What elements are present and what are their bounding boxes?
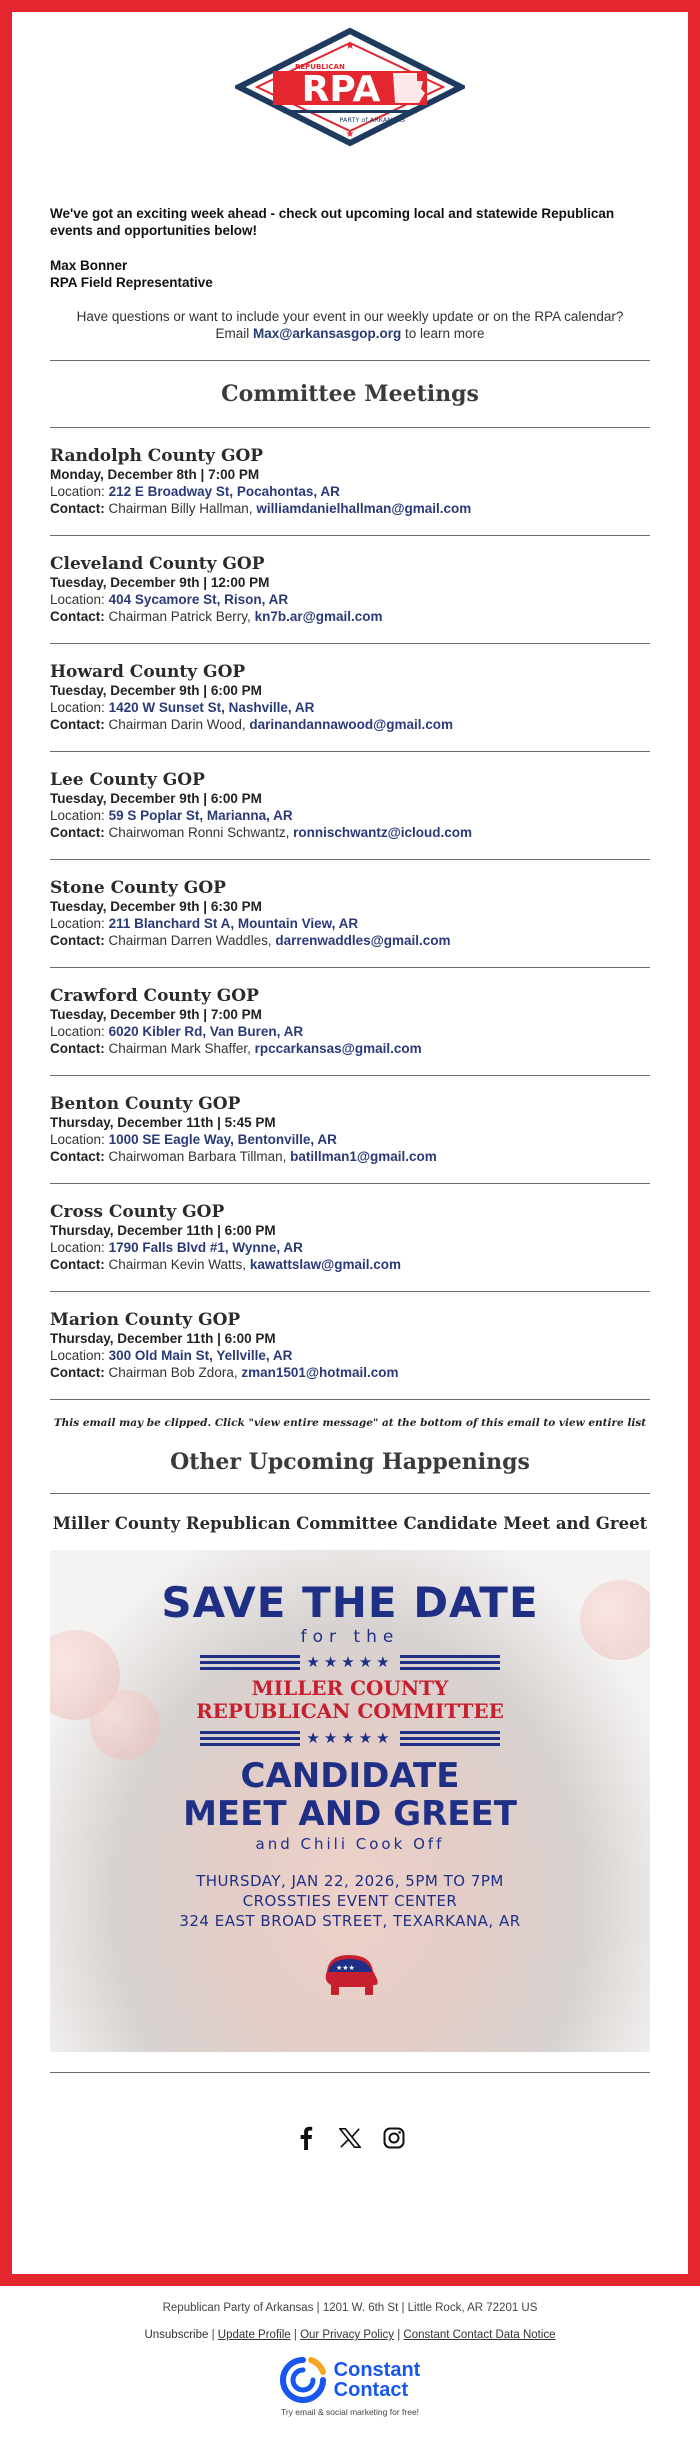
- contact-label: Contact:: [50, 609, 105, 624]
- logo-underline: [283, 110, 417, 113]
- location-label: Location:: [50, 1132, 105, 1147]
- meeting-datetime: Tuesday, December 9th | 6:00 PM: [50, 791, 262, 806]
- meeting-location: [50, 1239, 650, 1256]
- contact-email-link[interactable]: rpccarkansas@gmail.com: [254, 1041, 422, 1056]
- stars-icon: ★★★★★: [306, 1654, 394, 1671]
- stripes-left: [200, 1731, 300, 1746]
- meeting-datetime: Tuesday, December 9th | 12:00 PM: [50, 575, 270, 590]
- flyer-stars-row: [50, 1729, 650, 1747]
- location-link[interactable]: 6020 Kibler Rd, Van Buren, AR: [108, 1024, 304, 1039]
- clip-note: This email may be clipped. Click "view entire message" at the bottom of this email to view entire list: [53, 1417, 647, 1429]
- contact-person: Chairman Darin Wood,: [108, 717, 246, 732]
- meeting-name: Randolph County GOP: [50, 446, 264, 466]
- meeting-item: [50, 644, 650, 751]
- contact-email-link[interactable]: darinandannawood@gmail.com: [249, 717, 454, 732]
- logo-bottom-text: PARTY of ARKANSAS: [339, 116, 405, 124]
- meeting-location: [50, 699, 650, 716]
- meeting-contact: [50, 716, 650, 733]
- meetings-list: [50, 428, 650, 1400]
- meeting-contact: [50, 1364, 650, 1381]
- privacy-policy-link[interactable]: Our Privacy Policy: [300, 2329, 394, 2341]
- location-link[interactable]: 404 Sycamore St, Rison, AR: [108, 592, 289, 607]
- meeting-contact: [50, 932, 650, 949]
- meeting-datetime: Monday, December 8th | 7:00 PM: [50, 467, 260, 482]
- contact-person: Chairwoman Ronni Schwantz,: [108, 825, 290, 840]
- email-line: [50, 325, 650, 342]
- questions-text: Have questions or want to include your event in our weekly update or on the RPA calendar?: [76, 309, 624, 324]
- logo-star-bottom: ★: [345, 129, 355, 140]
- event-title: Miller County Republican Committee Candidate Meet and Greet: [52, 1514, 648, 1533]
- contact-person: Chairman Darren Waddles,: [108, 933, 272, 948]
- meeting-location: [50, 915, 650, 932]
- flyer-committee-line1: MILLER COUNTY: [251, 1676, 449, 1700]
- contact-person: Chairman Patrick Berry,: [108, 609, 251, 624]
- meeting-location: [50, 1131, 650, 1148]
- location-label: Location:: [50, 916, 105, 931]
- logo-top-text: REPUBLICAN: [295, 63, 345, 71]
- contact-person: Chairman Mark Shaffer,: [108, 1041, 251, 1056]
- meeting-location: [50, 483, 650, 500]
- contact-label: Contact:: [50, 501, 105, 516]
- meeting-location: [50, 1023, 650, 1040]
- meeting-datetime: Tuesday, December 9th | 6:00 PM: [50, 683, 262, 698]
- stars-icon: ★★★★★: [306, 1730, 394, 1747]
- contact-email-link[interactable]: williamdanielhallman@gmail.com: [256, 501, 472, 516]
- meeting-item: [50, 860, 650, 967]
- meeting-contact: [50, 824, 650, 841]
- contact-email-link[interactable]: kn7b.ar@gmail.com: [254, 609, 383, 624]
- svg-text:★★★: ★★★: [336, 1964, 355, 1972]
- flyer-subtitle: and Chili Cook Off: [255, 1835, 445, 1853]
- instagram-icon[interactable]: [383, 2126, 405, 2150]
- meeting-datetime: Tuesday, December 9th | 6:30 PM: [50, 899, 262, 914]
- constant-contact-wordmark: [334, 2360, 421, 2400]
- contact-email-link[interactable]: batillman1@gmail.com: [290, 1149, 437, 1164]
- location-label: Location:: [50, 1240, 105, 1255]
- location-label: Location:: [50, 700, 105, 715]
- cc-brand-line2: Contact: [333, 2379, 409, 2401]
- meeting-name: Cleveland County GOP: [50, 554, 265, 574]
- meeting-location: [50, 591, 650, 608]
- intro-text: We've got an exciting week ahead - check out upcoming local and statewide Republican events and opportunities below!: [50, 206, 615, 238]
- meeting-item: [50, 536, 650, 643]
- meeting-location: [50, 807, 650, 824]
- location-label: Location:: [50, 484, 105, 499]
- meeting-item: [50, 1184, 650, 1291]
- contact-person: Chairman Bob Zdora,: [108, 1365, 238, 1380]
- meeting-name: Crawford County GOP: [50, 986, 259, 1006]
- location-link[interactable]: 59 S Poplar St, Marianna, AR: [108, 808, 293, 823]
- meeting-item: [50, 968, 650, 1075]
- meeting-datetime: Thursday, December 11th | 6:00 PM: [50, 1223, 276, 1238]
- meeting-name: Cross County GOP: [50, 1202, 225, 1222]
- questions-block: [50, 308, 650, 342]
- committee-section-title: Committee Meetings: [221, 381, 479, 407]
- meeting-name: Howard County GOP: [50, 662, 246, 682]
- location-link[interactable]: 212 E Broadway St, Pocahontas, AR: [108, 484, 340, 499]
- meeting-contact: [50, 1256, 650, 1273]
- contact-email-link[interactable]: zman1501@hotmail.com: [241, 1365, 399, 1380]
- constant-contact-logo[interactable]: [0, 2341, 700, 2403]
- contact-label: Contact:: [50, 1365, 105, 1380]
- sender-title: RPA Field Representative: [50, 275, 213, 290]
- meeting-contact: [50, 1148, 650, 1165]
- flyer-for-the: for the: [300, 1627, 400, 1647]
- flyer-event-name: [50, 1757, 650, 1833]
- flyer-address: 324 EAST BROAD STREET, TEXARKANA, AR: [179, 1912, 521, 1930]
- contact-label: Contact:: [50, 825, 105, 840]
- footer: [0, 2286, 700, 2417]
- location-link[interactable]: 211 Blanchard St A, Mountain View, AR: [108, 916, 359, 931]
- contact-email-link[interactable]: ronnischwantz@icloud.com: [293, 825, 473, 840]
- update-profile-link[interactable]: Update Profile: [217, 2329, 291, 2341]
- meeting-datetime: Thursday, December 11th | 6:00 PM: [50, 1331, 276, 1346]
- location-label: Location:: [50, 808, 105, 823]
- meeting-contact: [50, 500, 650, 517]
- flyer-details: [50, 1871, 650, 1931]
- flyer-event-line2: MEET AND GREET: [183, 1794, 517, 1834]
- contact-email-link[interactable]: Max@arkansasgop.org: [253, 326, 402, 341]
- meeting-name: Benton County GOP: [50, 1094, 241, 1114]
- flyer-event-line1: CANDIDATE: [240, 1756, 460, 1796]
- meeting-item: [50, 752, 650, 859]
- email-prefix: Email: [215, 326, 250, 341]
- meeting-datetime: Thursday, December 11th | 5:45 PM: [50, 1115, 276, 1130]
- data-notice-link[interactable]: Constant Contact Data Notice: [403, 2329, 556, 2341]
- cc-brand-line1: Constant: [333, 2359, 421, 2381]
- stripes-right: [400, 1731, 500, 1746]
- location-label: Location:: [50, 592, 105, 607]
- meeting-item: [50, 428, 650, 535]
- event-flyer-image[interactable]: [50, 1550, 650, 2052]
- meeting-name: Stone County GOP: [50, 878, 226, 898]
- meeting-name: Lee County GOP: [50, 770, 205, 790]
- meeting-item: [50, 1292, 650, 1399]
- flyer-committee-line2: REPUBLICAN COMMITTEE: [196, 1699, 504, 1723]
- unsubscribe-link[interactable]: Unsubscribe: [144, 2329, 209, 2341]
- contact-label: Contact:: [50, 1149, 105, 1164]
- meeting-datetime: Tuesday, December 9th | 7:00 PM: [50, 1007, 262, 1022]
- contact-label: Contact:: [50, 933, 105, 948]
- email-suffix: to learn more: [404, 326, 485, 341]
- gop-elephant-icon: [319, 1951, 381, 1999]
- email-body: [12, 12, 688, 2150]
- separator: |: [293, 2329, 297, 2341]
- meeting-item: [50, 1076, 650, 1183]
- flyer-venue: CROSSTIES EVENT CENTER: [242, 1892, 458, 1910]
- contact-label: Contact:: [50, 1257, 105, 1272]
- flyer-date: THURSDAY, JAN 22, 2026, 5PM TO 7PM: [196, 1872, 504, 1890]
- meeting-name: Marion County GOP: [50, 1310, 241, 1330]
- contact-person: Chairman Billy Hallman,: [108, 501, 253, 516]
- stripes-left: [200, 1655, 300, 1670]
- contact-email-link[interactable]: kawattslaw@gmail.com: [249, 1257, 402, 1272]
- sender-name: Max Bonner: [50, 258, 128, 273]
- flyer-headline: SAVE THE DATE: [161, 1578, 539, 1627]
- facebook-icon[interactable]: [295, 2126, 317, 2150]
- flyer-content: [50, 1550, 650, 2052]
- stripes-right: [400, 1655, 500, 1670]
- other-section-title: Other Upcoming Happenings: [170, 1449, 530, 1475]
- constant-contact-icon: [280, 2357, 326, 2403]
- footer-links: [0, 2314, 700, 2341]
- flyer-committee: [50, 1677, 650, 1723]
- contact-person: Chairwoman Barbara Tillman,: [108, 1149, 287, 1164]
- footer-address: Republican Party of Arkansas | 1201 W. 6th St | Little Rock, AR 72201 US: [162, 2302, 538, 2314]
- social-links: [50, 2073, 650, 2150]
- logo-main-text: RPA: [301, 69, 381, 110]
- location-label: Location:: [50, 1348, 105, 1363]
- meeting-contact: [50, 1040, 650, 1057]
- contact-label: Contact:: [50, 717, 105, 732]
- logo-star-top: ★: [345, 39, 355, 52]
- location-label: Location:: [50, 1024, 105, 1039]
- contact-email-link[interactable]: darrenwaddles@gmail.com: [275, 933, 451, 948]
- signature: [50, 257, 650, 291]
- location-link[interactable]: 1790 Falls Blvd #1, Wynne, AR: [108, 1240, 303, 1255]
- location-link[interactable]: 1000 SE Eagle Way, Bentonville, AR: [108, 1132, 337, 1147]
- location-link[interactable]: 300 Old Main St, Yellville, AR: [108, 1348, 293, 1363]
- rpa-logo[interactable]: [50, 12, 650, 147]
- rpa-logo-graphic: [235, 27, 465, 147]
- separator: |: [397, 2329, 401, 2341]
- contact-label: Contact:: [50, 1041, 105, 1056]
- contact-person: Chairman Kevin Watts,: [108, 1257, 247, 1272]
- meeting-contact: [50, 608, 650, 625]
- x-icon[interactable]: [339, 2126, 361, 2150]
- cc-tagline: Try email & social marketing for free!: [280, 2407, 420, 2417]
- meeting-location: [50, 1347, 650, 1364]
- location-link[interactable]: 1420 W Sunset St, Nashville, AR: [108, 700, 315, 715]
- separator: |: [211, 2329, 215, 2341]
- flyer-stars-row: [50, 1653, 650, 1671]
